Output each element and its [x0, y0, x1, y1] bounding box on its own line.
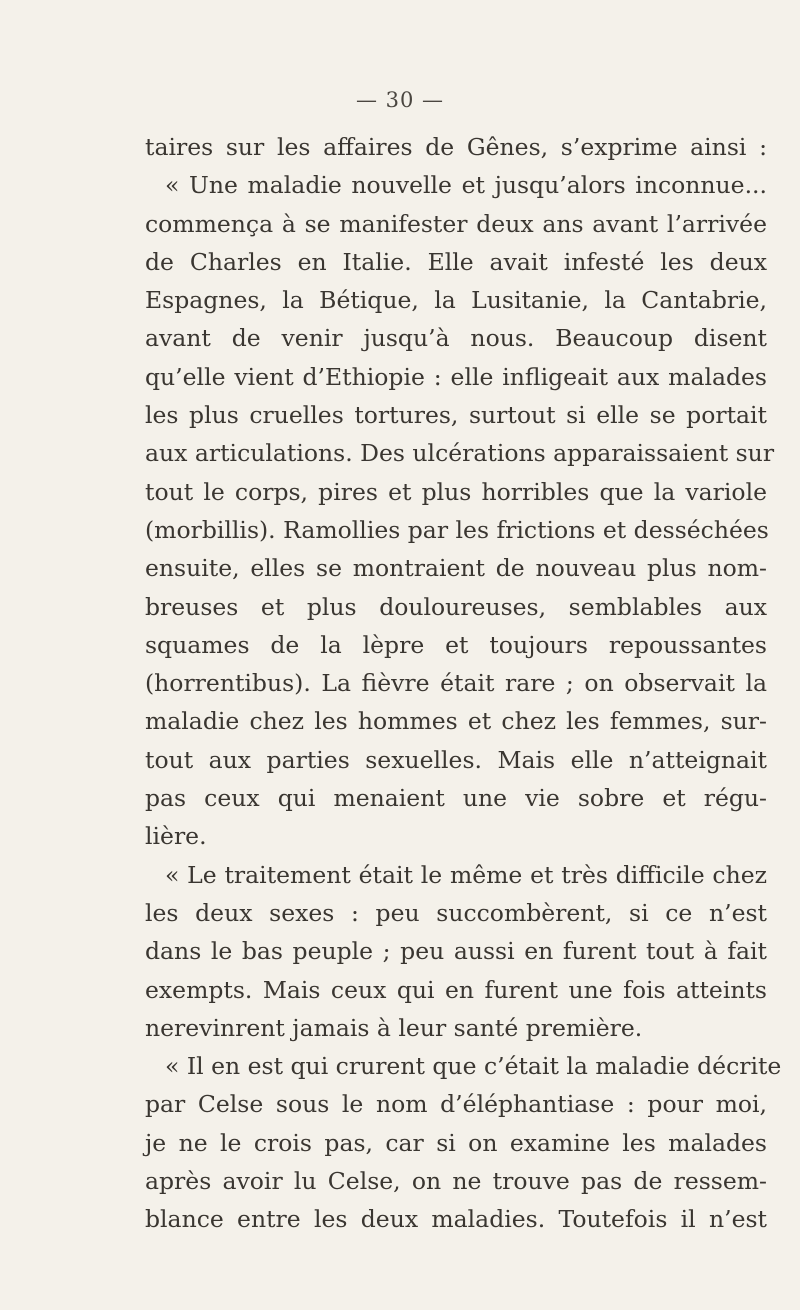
page-number: — 30 — [355, 88, 445, 112]
body-text [145, 128, 782, 1239]
text-line: je ne le crois pas, car si on examine les malades [145, 1128, 767, 1157]
text-line: nerevinrent jamais à leur santé première. [145, 1013, 643, 1042]
text-line: de Charles en Italie. Elle avait infesté les deux [145, 247, 767, 276]
text-line: Espagnes, la Bétique, la Lusitanie, la Cantabrie, [145, 286, 767, 315]
text-line: tout aux parties sexuelles. Mais elle n’atteignait [145, 745, 767, 774]
text-line: squames de la lèpre et toujours repoussantes [145, 630, 767, 659]
text-line: breuses et plus douloureuses, semblables aux [145, 592, 767, 621]
text-line: lière. [145, 822, 207, 851]
text-line: blance entre les deux maladies. Toutefois il n’est [145, 1205, 767, 1234]
text-line: taires sur les affaires de Gênes, s’exprime ainsi : [145, 133, 767, 161]
text-line: « Il en est qui crurent que c’était la maladie décrite [165, 1052, 782, 1081]
text-line: « Une maladie nouvelle et jusqu’alors inconnue... [165, 171, 767, 200]
text-line: maladie chez les hommes et chez les femmes, sur- [145, 707, 767, 736]
text-line: avant de venir jusqu’à nous. Beaucoup disent [145, 324, 767, 353]
text-line: qu’elle vient d’Ethiopie : elle infligeait aux malades [145, 362, 767, 391]
text-line: ensuite, elles se montraient de nouveau plus nom- [145, 554, 767, 583]
text-line: pas ceux qui menaient une vie sobre et régu- [145, 784, 767, 813]
text-line: dans le bas peuple ; peu aussi en furent tout à fait [145, 937, 767, 966]
text-line: (morbillis). Ramollies par les frictions et desséchées [145, 515, 769, 544]
text-line: tout le corps, pires et plus horribles que la variole [145, 477, 767, 506]
text-line: les plus cruelles tortures, surtout si elle se portait [145, 401, 767, 430]
text-line: par Celse sous le nom d’éléphantiase : pour moi, [145, 1090, 767, 1119]
text-line: les deux sexes : peu succombèrent, si ce n’est [145, 898, 767, 927]
text-line: aux articulations. Des ulcérations apparaissaient sur [145, 439, 775, 468]
text-line: exempts. Mais ceux qui en furent une fois atteints [145, 975, 767, 1004]
text-line: après avoir lu Celse, on ne trouve pas de ressem- [145, 1167, 767, 1196]
text-line: commença à se manifester deux ans avant l’arrivée [145, 209, 767, 238]
text-line: « Le traitement était le même et très difficile chez [165, 860, 767, 889]
text-line: (horrentibus). La fièvre était rare ; on observait la [145, 669, 767, 698]
